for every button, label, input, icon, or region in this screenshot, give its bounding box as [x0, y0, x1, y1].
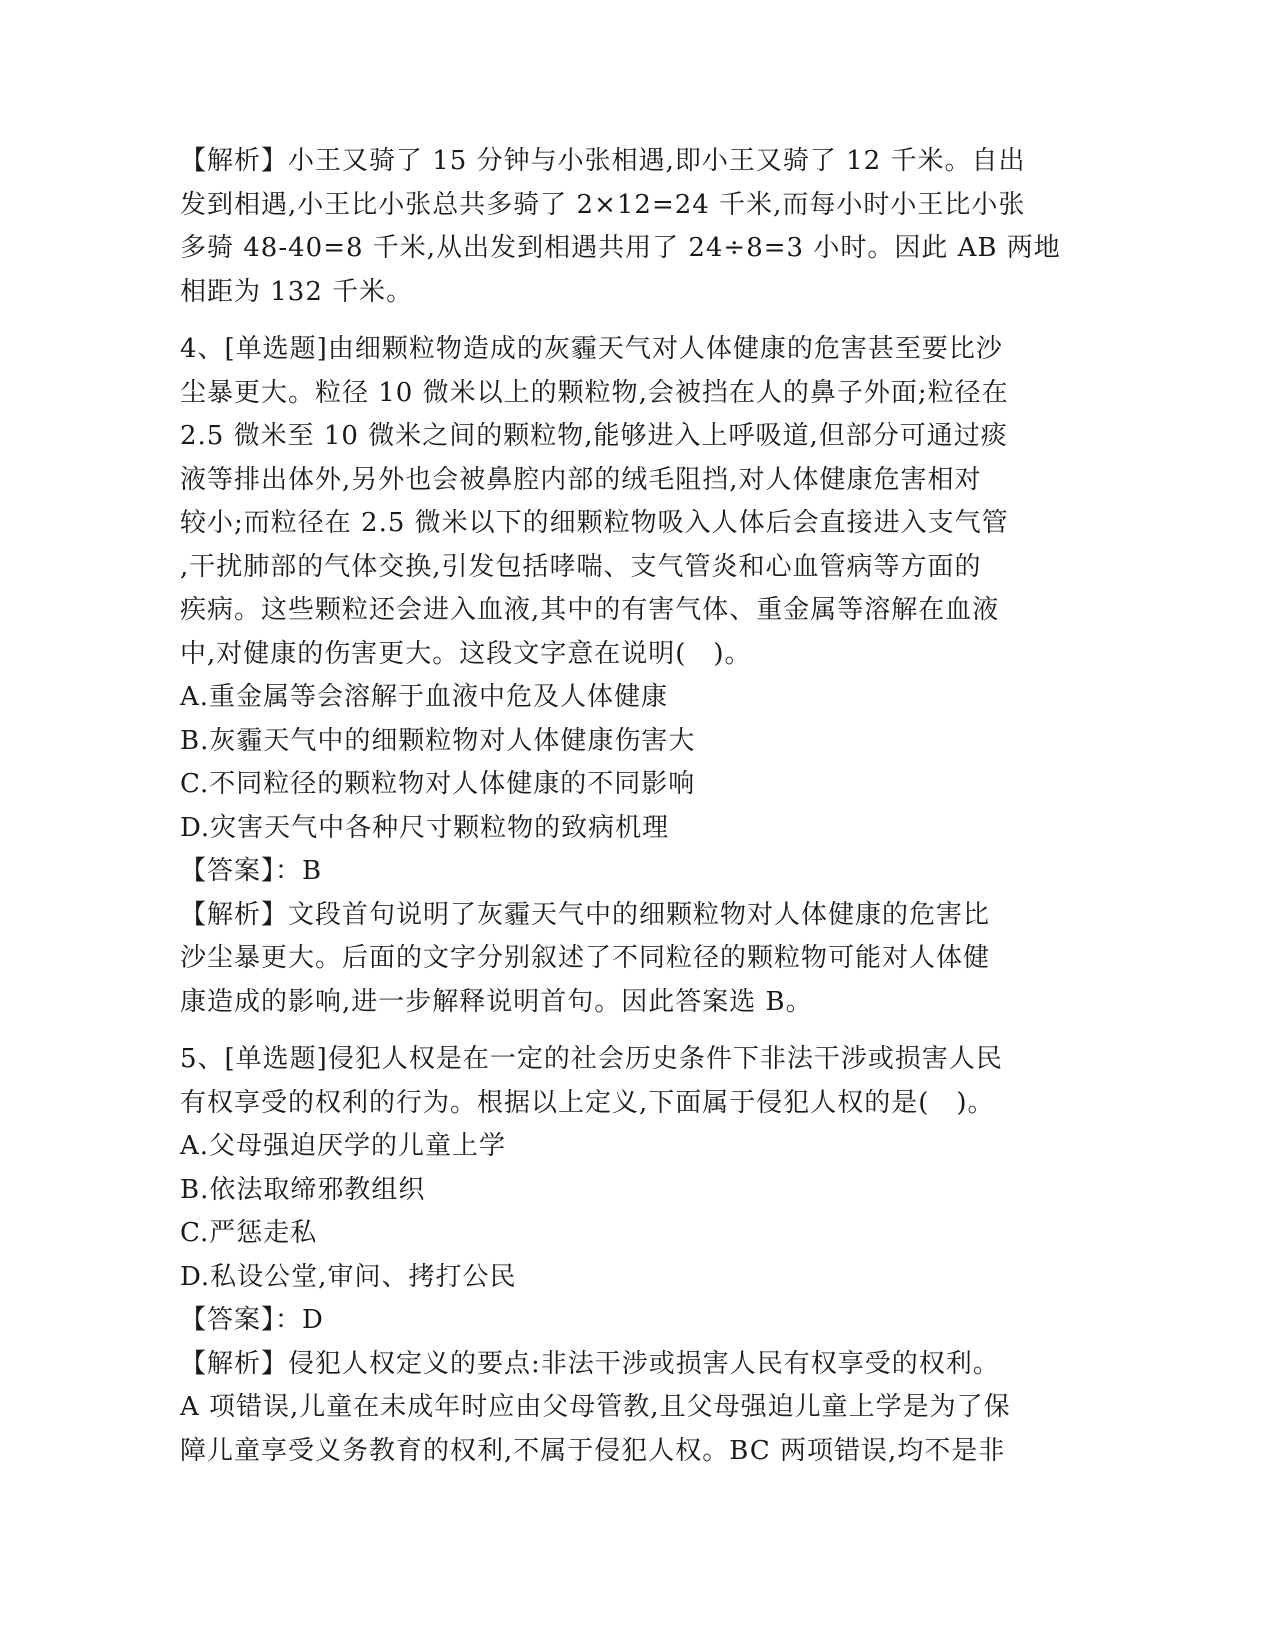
- question-stem-line: 尘暴更大。粒径 10 微米以上的颗粒物,会被挡在人的鼻子外面;粒径在: [180, 377, 1009, 408]
- question-stem-line: 中,对健康的伤害更大。这段文字意在说明( )。: [180, 638, 752, 669]
- question-stem-line: 5、[单选题]侵犯人权是在一定的社会历史条件下非法干涉或损害人民: [180, 1044, 1003, 1074]
- prev-analysis: [180, 140, 1080, 314]
- option-b: B.依法取缔邪教组织: [180, 1174, 426, 1205]
- question-stem-line: ,干扰肺部的气体交换,引发包括哮喘、支气管炎和心血管病等方面的: [180, 551, 982, 582]
- analysis-line: 康造成的影响,进一步解释说明首句。因此答案选 B。: [180, 986, 813, 1017]
- question-5: [180, 1038, 1080, 1473]
- answer: 【答案】：D: [180, 1305, 324, 1335]
- analysis-line: 多骑 48-40=8 千米,从出发到相遇共用了 24÷8=3 小时。因此 AB 两地: [180, 233, 1061, 263]
- spacer: [180, 1024, 1080, 1038]
- analysis-line: 发到相遇,小王比小张总共多骑了 2×12=24 千米,而每小时小王比小张: [180, 189, 1026, 220]
- question-stem-line: 较小;而粒径在 2.5 微米以下的细颗粒物吸入人体后会直接进入支气管: [180, 508, 1009, 538]
- question-stem-line: 2.5 微米至 10 微米之间的颗粒物,能够进入上呼吸道,但部分可通过痰: [180, 421, 1008, 451]
- option-c: C.不同粒径的颗粒物对人体健康的不同影响: [180, 769, 696, 799]
- option-d: D.私设公堂,审问、拷打公民: [180, 1261, 517, 1292]
- answer: 【答案】：B: [180, 856, 323, 886]
- analysis-line: 沙尘暴更大。后面的文字分别叙述了不同粒径的颗粒物可能对人体健: [180, 943, 991, 973]
- question-4: [180, 328, 1080, 1024]
- spacer: [180, 314, 1080, 328]
- question-stem-line: 有权享受的权利的行为。根据以上定义,下面属于侵犯人权的是( )。: [180, 1087, 995, 1118]
- question-stem-line: 4、[单选题]由细颗粒物造成的灰霾天气对人体健康的危害甚至要比沙: [180, 334, 1003, 364]
- option-d: D.灾害天气中各种尺寸颗粒物的致病机理: [180, 812, 670, 843]
- option-a: A.父母强迫厌学的儿童上学: [180, 1131, 507, 1161]
- option-a: A.重金属等会溶解于血液中危及人体健康: [180, 682, 669, 712]
- analysis-line: 障儿童享受义务教育的权利,不属于侵犯人权。BC 两项错误,均不是非: [180, 1435, 1006, 1466]
- analysis-line: A 项错误,儿童在未成年时应由父母管教,且父母强迫儿童上学是为了保: [180, 1392, 1011, 1422]
- option-b: B.灰霾天气中的细颗粒物对人体健康伤害大: [180, 725, 696, 756]
- analysis-line: 【解析】侵犯人权定义的要点:非法干涉或损害人民有权享受的权利。: [180, 1348, 1000, 1379]
- analysis-line: 【解析】文段首句说明了灰霾天气中的细颗粒物对人体健康的危害比: [180, 899, 991, 930]
- document-page: [180, 140, 1080, 1473]
- analysis-line: 相距为 132 千米。: [180, 276, 414, 307]
- option-c: C.严惩走私: [180, 1218, 318, 1248]
- question-stem-line: 疾病。这些颗粒还会进入血液,其中的有害气体、重金属等溶解在血液: [180, 595, 1000, 625]
- question-stem-line: 液等排出体外,另外也会被鼻腔内部的绒毛阻挡,对人体健康危害相对: [180, 464, 982, 495]
- analysis-line: 【解析】小王又骑了 15 分钟与小张相遇,即小王又骑了 12 千米。自出: [180, 146, 1026, 176]
